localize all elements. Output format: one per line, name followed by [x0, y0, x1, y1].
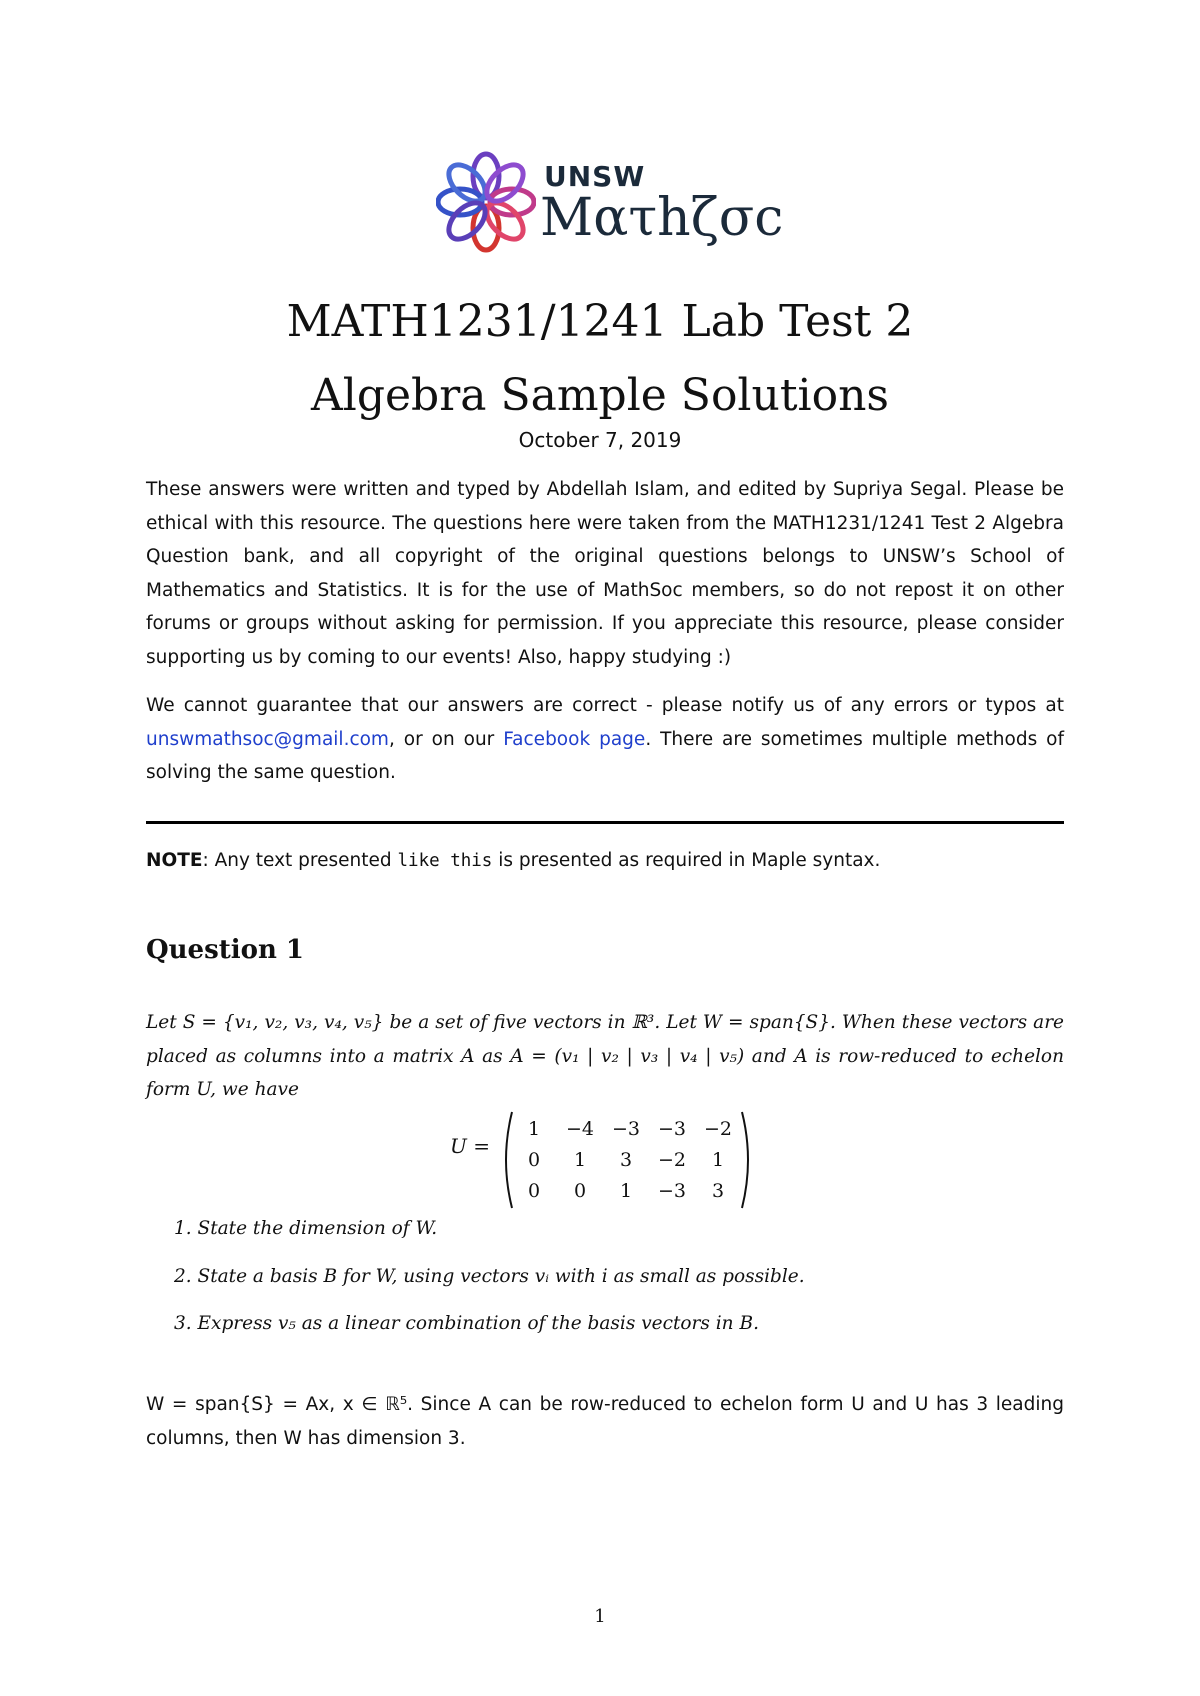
- right-paren-icon: [740, 1110, 756, 1210]
- matrix-cell: 3: [711, 1180, 725, 1202]
- matrix-cell: 3: [619, 1149, 633, 1171]
- note-line: [146, 850, 880, 871]
- question-1-heading: Question 1: [146, 935, 305, 965]
- matrix-cell: −3: [657, 1180, 686, 1202]
- note-code-sample: like this: [397, 851, 493, 871]
- logo-name-text: Ματhζσc: [540, 188, 784, 248]
- logo-org-text: UNSW: [544, 160, 646, 193]
- mathsoc-logo: [436, 146, 796, 258]
- matrix-cell: 0: [527, 1180, 541, 1202]
- note-label: NOTE: [146, 850, 203, 871]
- matrix-cell: −2: [703, 1118, 732, 1140]
- flower-logo-icon: [436, 146, 536, 258]
- note-text-1: : Any text presented: [202, 850, 398, 871]
- matrix-label: U =: [450, 1134, 490, 1158]
- document-date: October 7, 2019: [518, 428, 682, 452]
- disclaimer-paragraph: [146, 689, 1064, 790]
- intro-paragraph: These answers were written and typed by Abdellah Islam, and edited by Supriya Segal. Please be ethical with this resource. The questions here were taken from the MATH1231/1241 Test 2 Algebra Question bank, and all copyright of the original questions belongs to UNSW’s School of Mathematics and Statistics. It is for the use of MathSoc members, so do not repost it on other forums or groups without asking for permission. If you appreciate this resource, please consider supporting us by coming to our events! Also, happy studying :): [146, 479, 1064, 668]
- matrix-cell: −4: [565, 1118, 594, 1140]
- matrix-cell: −2: [657, 1149, 686, 1171]
- page-subtitle: Algebra Sample Solutions: [310, 370, 890, 421]
- question-1-answer: W = span{S} = Ax, x ∈ ℝ⁵. Since A can be row-reduced to echelon form U and U has 3 leading columns, then W has dimension 3.: [146, 1394, 1064, 1449]
- matrix-cell: 1: [527, 1118, 541, 1140]
- facebook-link[interactable]: Facebook page: [503, 728, 646, 750]
- horizontal-rule: [146, 821, 1064, 824]
- matrix-cell: 1: [573, 1149, 587, 1171]
- matrix-cell: −3: [611, 1118, 640, 1140]
- question-1-text: Let S = {v₁, v₂, v₃, v₄, v₅} be a set of five vectors in ℝ³. Let W = span{S}. When these vectors are placed as columns into a matrix A as A = (v₁ | v₂ | v₃ | v₄ | v₅) and A is row-reduced to echelon form U, we have: [146, 1012, 1064, 1100]
- matrix-cell: −3: [657, 1118, 686, 1140]
- matrix-cell: 0: [527, 1149, 541, 1171]
- page-number: 1: [594, 1606, 606, 1627]
- disclaimer-text-2: , or on our: [388, 728, 504, 750]
- question-1-part-1: 1. State the dimension of W.: [174, 1218, 438, 1239]
- email-link[interactable]: unswmathsoc@gmail.com: [146, 728, 389, 750]
- question-1-part-2: 2. State a basis B for W, using vectors vᵢ with i as small as possible.: [174, 1266, 805, 1287]
- matrix-u: [450, 1110, 780, 1210]
- page-title: MATH1231/1241 Lab Test 2: [286, 296, 914, 347]
- matrix-cell: 0: [573, 1180, 587, 1202]
- matrix-cell: 1: [711, 1149, 725, 1171]
- disclaimer-text-1: We cannot guarantee that our answers are correct - please notify us of any errors or typos at: [146, 695, 1064, 716]
- question-1-part-3: 3. Express v₅ as a linear combination of the basis vectors in B.: [174, 1313, 759, 1334]
- note-text-2: is presented as required in Maple syntax.: [492, 850, 881, 871]
- disclaimer-text-3: . There are sometimes multiple methods of solving the same question.: [146, 728, 1064, 783]
- matrix-cell: 1: [619, 1180, 633, 1202]
